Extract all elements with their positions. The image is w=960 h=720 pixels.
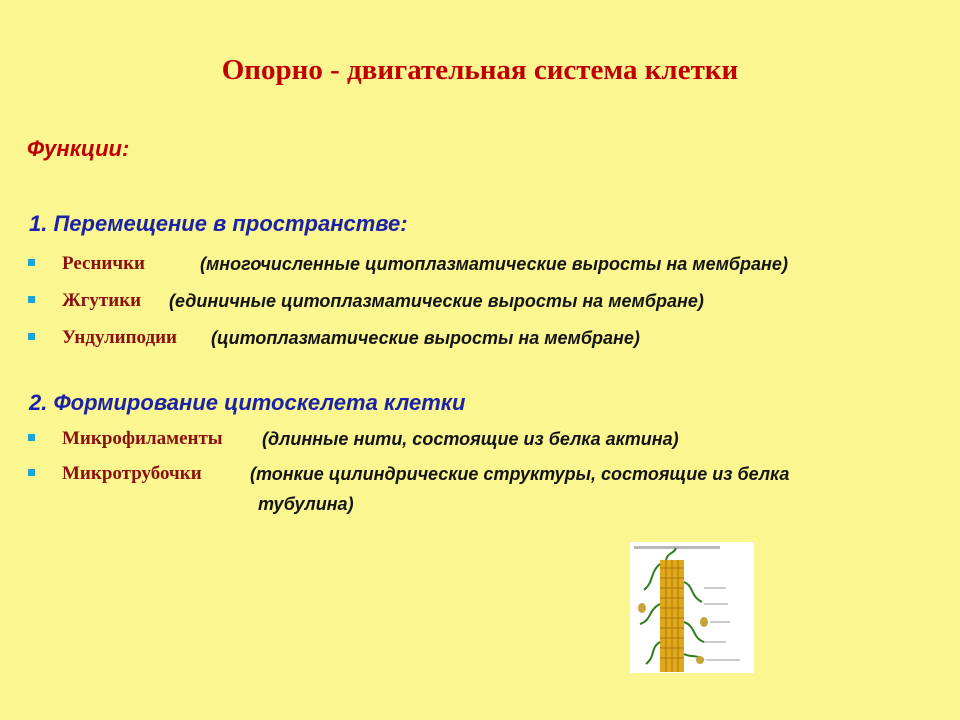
bullet-icon (28, 259, 35, 266)
term-description: (цитоплазматические выросты на мембране) (211, 328, 640, 348)
term-description: (тонкие цилиндрические структуры, состоящие из белка (250, 464, 790, 484)
term-description: (длинные нити, состоящие из белка актина) (262, 429, 679, 449)
term-description: (многочисленные цитоплазматические выросты на мембране) (200, 254, 788, 274)
section1-heading: 1. Перемещение в пространстве: (29, 211, 408, 236)
section2-heading: 2. Формирование цитоскелета клетки (29, 390, 466, 415)
slide-title: Опорно - двигательная система клетки (221, 54, 739, 86)
bullet-icon (28, 469, 35, 476)
bullet-icon (28, 296, 35, 303)
functions-label: Функции: (27, 136, 130, 161)
term-label: Микротрубочки (62, 463, 202, 484)
bullet-icon (28, 434, 35, 441)
term-label: Реснички (62, 253, 145, 274)
microtubule-illustration (630, 542, 754, 673)
term-label: Жгутики (62, 290, 142, 311)
microtubule-icon (630, 542, 754, 673)
term-description: (единичные цитоплазматические выросты на мембране) (169, 291, 704, 311)
bullet-icon (28, 333, 35, 340)
term-label: Микрофиламенты (62, 428, 223, 449)
term-label: Ундулиподии (62, 327, 177, 348)
term-description-continued: тубулина) (258, 494, 354, 514)
